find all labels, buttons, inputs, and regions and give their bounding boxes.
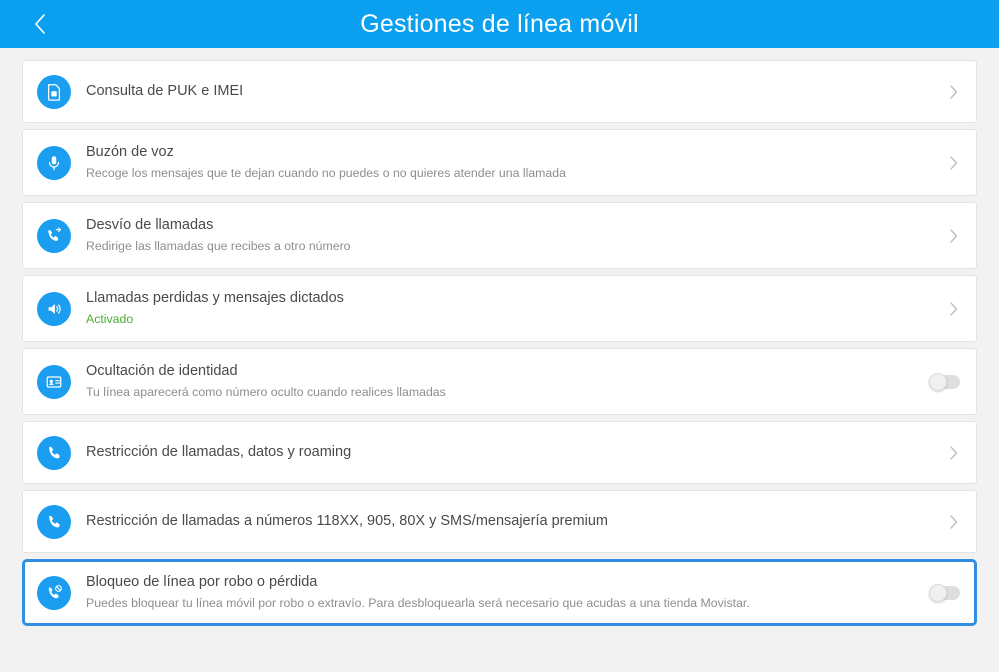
list-item-title: Bloqueo de línea por robo o pérdida [86,574,318,590]
list-item-subtitle: Recoge los mensajes que te dejan cuando no puedes o no quieres atender una llamada [86,166,566,180]
toggle-knob [929,373,947,391]
chevron-right-icon[interactable] [948,156,960,170]
list-item[interactable] [22,275,977,342]
list-item-subtitle: Puedes bloquear tu línea móvil por robo o extravío. Para desbloquearla será necesario que acudas a una tienda Movistar. [86,596,750,610]
call-block-icon [37,576,71,610]
list-item-texts [86,443,948,462]
list-item-texts [86,512,948,531]
list-item-title: Restricción de llamadas, datos y roaming [86,444,352,460]
microphone-icon [37,146,71,180]
list-item-texts [86,82,948,101]
list-item-subtitle: Redirige las llamadas que recibes a otro número [86,239,351,253]
list-item[interactable] [22,348,977,415]
id-card-icon [37,365,71,399]
chevron-right-icon[interactable] [948,85,960,99]
toggle-knob [929,584,947,602]
chevron-right-icon[interactable] [948,302,960,316]
list-item[interactable] [22,421,977,484]
status-badge: Activado [86,312,134,326]
list-item[interactable] [22,559,977,626]
page-title: Gestiones de línea móvil [360,10,639,38]
list-item-title: Desvío de llamadas [86,217,214,233]
sim-card-icon [37,75,71,109]
chevron-right-icon[interactable] [948,446,960,460]
call-forward-icon [37,219,71,253]
chevron-right-icon[interactable] [948,515,960,529]
list-item[interactable] [22,202,977,269]
chevron-right-icon[interactable] [948,229,960,243]
list-item[interactable] [22,60,977,123]
list-item-title: Consulta de PUK e IMEI [86,83,244,99]
list-item-title: Ocultación de identidad [86,363,238,379]
list-item-title: Llamadas perdidas y mensajes dictados [86,290,344,306]
list-item-texts [86,143,948,182]
phone-icon [37,505,71,539]
list-item-subtitle: Tu línea aparecerá como número oculto cuando realices llamadas [86,385,446,399]
speaker-icon [37,292,71,326]
list-item-texts [86,289,948,328]
list-item[interactable] [22,129,977,196]
list-item-texts [86,216,948,255]
identity-hiding-toggle[interactable] [929,375,960,389]
list-item[interactable] [22,490,977,553]
list-item-title: Restricción de llamadas a números 118XX, 905, 80X y SMS/mensajería premium [86,513,608,529]
phone-icon [37,436,71,470]
list-item-title: Buzón de voz [86,144,174,160]
line-block-toggle[interactable] [929,586,960,600]
chevron-left-icon [33,13,47,35]
list-item-texts [86,362,929,401]
settings-list [0,48,999,626]
list-item-texts [86,573,929,612]
back-button[interactable] [24,0,56,48]
page-header [0,0,999,48]
